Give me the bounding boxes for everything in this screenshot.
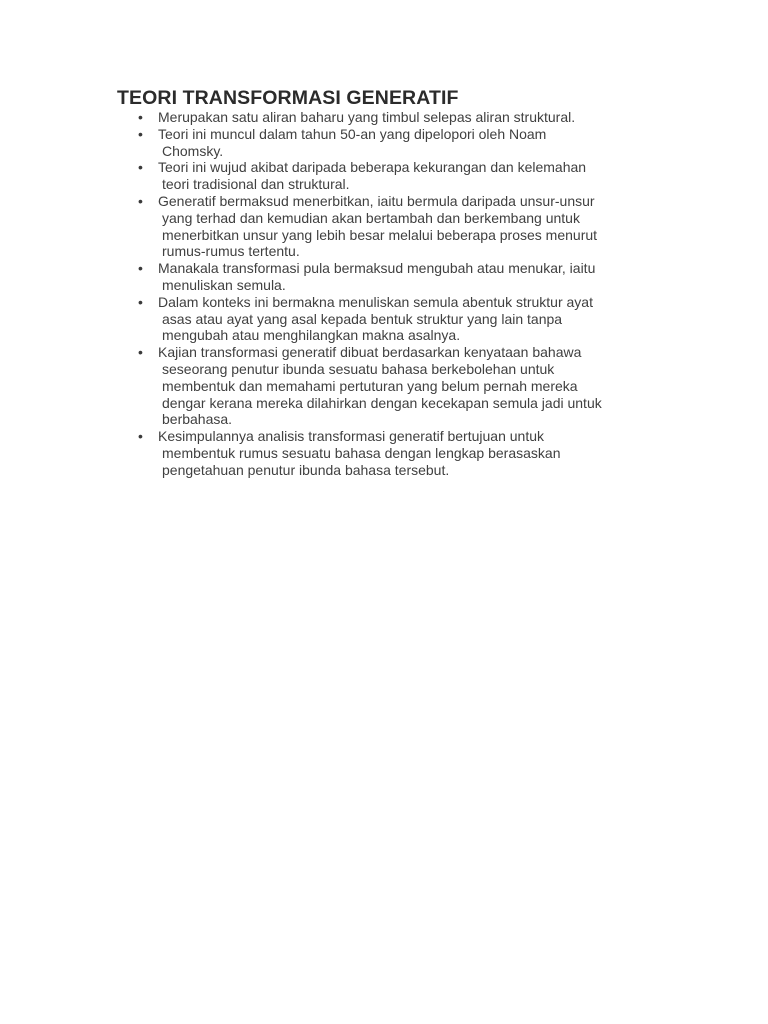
text-line: Teori ini wujud akibat daripada beberapa kekurangan dan kelemahan — [158, 159, 587, 176]
list-item — [138, 159, 678, 193]
bullet-list — [138, 109, 678, 479]
bullet-icon: • — [138, 192, 143, 209]
text-line: seseorang penutur ibunda sesuatu bahasa berkebolehan untuk — [162, 360, 555, 377]
text-line: Chomsky. — [162, 142, 224, 159]
list-item-text — [158, 159, 678, 193]
text-line: membentuk rumus sesuatu bahasa dengan lengkap berasaskan — [162, 444, 561, 461]
text-line: Kesimpulannya analisis transformasi generatif bertujuan untuk — [158, 428, 544, 445]
list-item-text — [158, 260, 678, 294]
text-line: berbahasa. — [162, 411, 233, 428]
text-line: dengar kerana mereka dilahirkan dengan kecekapan semula jadi untuk — [162, 394, 602, 411]
text-line: menerbitkan unsur yang lebih besar melalui beberapa proses menurut — [162, 226, 598, 243]
list-item-text — [158, 126, 678, 160]
text-line: Merupakan satu aliran baharu yang timbul selepas aliran struktural. — [158, 109, 576, 125]
list-item-text — [158, 109, 678, 126]
list-item-text — [158, 344, 678, 428]
bullet-icon: • — [138, 159, 143, 176]
list-item-text — [158, 428, 678, 478]
list-item — [138, 344, 678, 428]
text-line: mengubah atau menghilangkan makna asalnya. — [162, 327, 461, 344]
list-item — [138, 260, 678, 294]
text-line: Kajian transformasi generatif dibuat berdasarkan kenyataan bahawa — [158, 344, 582, 361]
bullet-icon: • — [138, 428, 143, 445]
text-line: teori tradisional dan struktural. — [162, 176, 350, 193]
bullet-icon: • — [138, 125, 143, 142]
list-item — [138, 294, 678, 344]
list-item — [138, 428, 678, 478]
text-line: pengetahuan penutur ibunda bahasa tersebut. — [162, 461, 450, 478]
list-item — [138, 126, 678, 160]
text-line: Teori ini muncul dalam tahun 50-an yang dipelopori oleh Noam — [158, 125, 547, 142]
text-line: Generatif bermaksud menerbitkan, iaitu bermula daripada unsur-unsur — [158, 192, 595, 209]
text-line: membentuk dan memahami pertuturan yang belum pernah mereka — [162, 377, 578, 394]
list-item-text — [158, 294, 678, 344]
text-line: Manakala transformasi pula bermaksud mengubah atau menukar, iaitu — [158, 260, 596, 277]
text-line: rumus-rumus tertentu. — [162, 243, 300, 260]
list-item — [138, 109, 678, 126]
text-line: menuliskan semula. — [162, 276, 286, 293]
bullet-icon: • — [138, 293, 143, 310]
text-line: Dalam konteks ini bermakna menuliskan semula abentuk struktur ayat — [158, 293, 593, 310]
list-item-text — [158, 193, 678, 260]
page-title: TEORI TRANSFORMASI GENERATIF — [117, 87, 459, 109]
bullet-icon: • — [138, 260, 143, 277]
text-line: asas atau ayat yang asal kepada bentuk struktur yang lain tanpa — [162, 310, 563, 327]
bullet-icon: • — [138, 109, 143, 125]
bullet-icon: • — [138, 344, 143, 361]
text-line: yang terhad dan kemudian akan bertambah dan berkembang untuk — [162, 209, 580, 226]
list-item — [138, 193, 678, 260]
